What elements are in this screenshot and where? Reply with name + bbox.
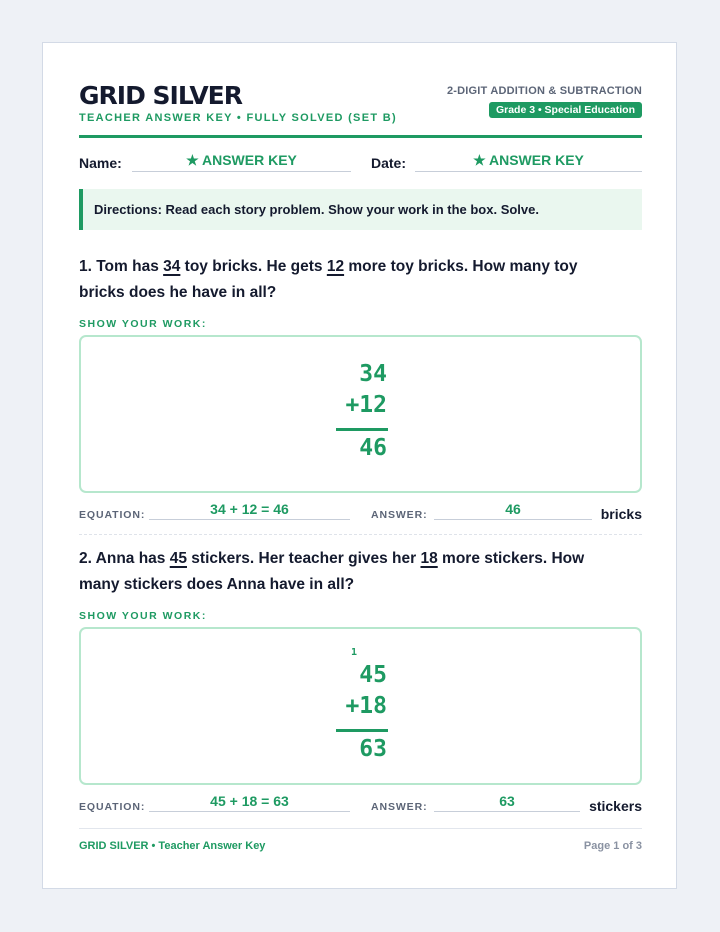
problem-1-sum-line: [336, 428, 388, 431]
problem-1-text: [79, 254, 624, 306]
date-field[interactable]: ★ ANSWER KEY: [415, 152, 642, 172]
problem-1-equation-label: EQUATION:: [79, 509, 146, 521]
problem-2-work-box[interactable]: [79, 627, 642, 785]
problem-divider: [79, 534, 642, 535]
problem-1-equation-field[interactable]: 34 + 12 = 46: [149, 501, 350, 520]
problem-2-addend-bottom: +18: [345, 693, 387, 719]
problem-2-unit: stickers: [589, 798, 642, 814]
problem-2-answer-field[interactable]: 63: [434, 793, 580, 812]
problem-1-text-a: 1. Tom has: [79, 258, 164, 275]
grade-badge: Grade 3 • Special Education: [489, 102, 642, 118]
brand-title: GRID SILVER: [79, 81, 242, 110]
problem-2-number-a: 45: [169, 550, 187, 567]
problem-2-number-b: 18: [420, 550, 438, 567]
problem-2-equation-field[interactable]: 45 + 18 = 63: [149, 793, 350, 812]
problem-2-sum-line: [336, 729, 388, 732]
problem-2-answer-label: ANSWER:: [371, 801, 428, 813]
name-label: Name:: [79, 155, 122, 171]
problem-1-number-a: 34: [163, 258, 181, 275]
worksheet-page: [42, 42, 677, 889]
problem-1-work-box[interactable]: [79, 335, 642, 493]
problem-1-result: 46: [359, 435, 387, 461]
problem-2-carry-digit: 1: [351, 647, 358, 658]
problem-2-text-b: stickers. Her teacher gives her: [186, 550, 421, 567]
directions-box: [79, 189, 642, 230]
problem-1-addend-top: 34: [359, 361, 387, 387]
problem-1-addend-bottom: +12: [345, 392, 387, 418]
name-field[interactable]: ★ ANSWER KEY: [132, 152, 351, 172]
header-divider: [79, 135, 642, 138]
footer-brand: GRID SILVER • Teacher Answer Key: [79, 840, 266, 852]
problem-2-text: [79, 546, 624, 598]
topic-label: 2-DIGIT ADDITION & SUBTRACTION: [446, 85, 642, 97]
problem-2-text-c: more stickers. How many stickers does Anna have in all?: [79, 550, 585, 593]
problem-1-number-b: 12: [326, 258, 345, 275]
problem-2-result: 63: [359, 736, 387, 762]
problem-1-text-c: more toy bricks. How many toy bricks does he have in all?: [79, 258, 578, 301]
problem-1-answer-label: ANSWER:: [371, 509, 428, 521]
date-label: Date:: [371, 155, 407, 171]
problem-2-work-label: SHOW YOUR WORK:: [79, 610, 207, 622]
page-number: Page 1 of 3: [583, 840, 642, 852]
problem-1-answer-field[interactable]: 46: [434, 501, 592, 520]
problem-2-addend-top: 45: [359, 662, 387, 688]
answer-key-subtitle: TEACHER ANSWER KEY • FULLY SOLVED (SET B): [79, 112, 397, 124]
problem-2-equation-label: EQUATION:: [79, 801, 146, 813]
problem-1-text-b: toy bricks. He gets: [180, 258, 327, 275]
problem-1-work-label: SHOW YOUR WORK:: [79, 318, 207, 330]
directions-text: Directions: Read each story problem. Show your work in the box. Solve.: [94, 202, 539, 217]
footer-divider: [79, 828, 642, 829]
problem-2-text-a: 2. Anna has: [79, 550, 170, 567]
problem-1-unit: bricks: [600, 506, 642, 522]
